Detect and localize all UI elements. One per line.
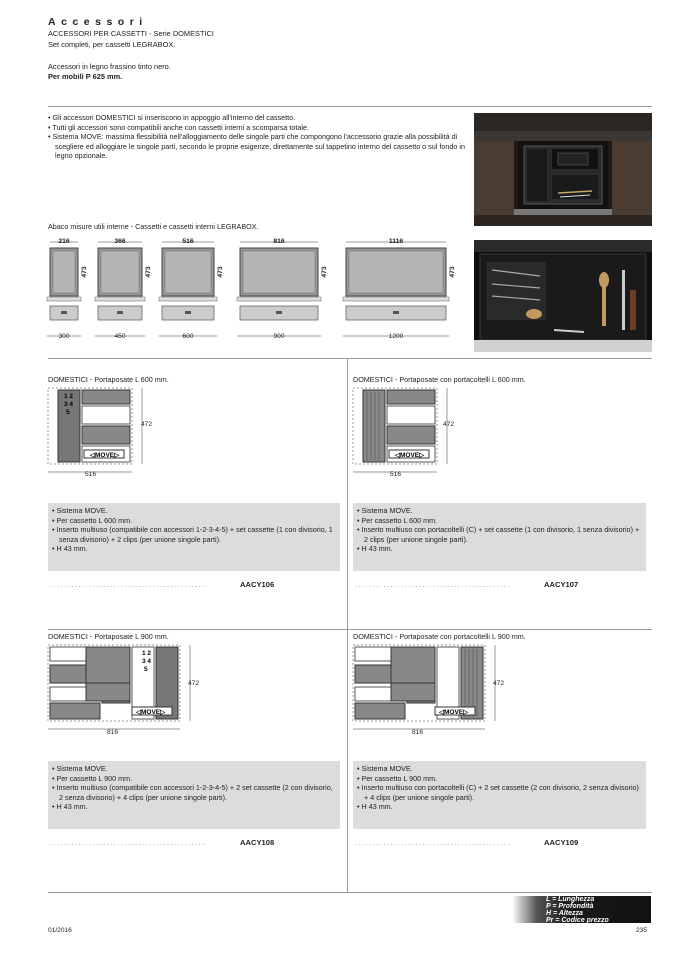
- abbreviation-legend: [512, 896, 651, 923]
- footer-date: 01/2016: [48, 927, 72, 934]
- page-number: 235: [636, 927, 648, 934]
- move-logo: ◁MOVE▷: [90, 452, 120, 459]
- product-code: AACY109: [544, 838, 579, 847]
- feature-bullet: • Sistema MOVE.: [52, 506, 108, 515]
- legend-item: Pr = Codice prezzo: [546, 917, 609, 924]
- abaco-base-label: 600: [182, 333, 194, 340]
- dimension-width: 816: [412, 729, 424, 736]
- feature-bullet: • Per cassetto L 900 mm.: [52, 773, 133, 783]
- abaco-width-label: 516: [182, 238, 194, 245]
- dimension-depth: 472: [188, 680, 200, 687]
- slot-label: 1 2: [142, 650, 152, 657]
- product-code: AACY107: [544, 580, 579, 589]
- feature-bullet: • H 43 mm.: [357, 544, 393, 554]
- product-title: DOMESTICI - Portaposate con portacoltelli L 600 mm.: [353, 375, 526, 384]
- product-diagram-aacy108: [46, 643, 216, 739]
- abaco-height-label: 473: [81, 266, 88, 278]
- series-description: Set completi, per cassetti LEGRABOX.: [48, 40, 176, 49]
- abaco-title: Abaco misure utili interne - Cassetti e cassetti interni LEGRABOX.: [48, 222, 259, 231]
- move-logo: ◁MOVE▷: [439, 709, 469, 716]
- dimension-width: 816: [107, 729, 119, 736]
- abaco-width-label: 816: [273, 238, 285, 245]
- product-code: AACY106: [240, 580, 275, 589]
- abaco-height-label: 473: [217, 266, 224, 278]
- feature-bullet: • Sistema MOVE.: [52, 764, 108, 773]
- section-divider: [48, 358, 652, 359]
- product-title: DOMESTICI - Portaposate con portacoltelli L 900 mm.: [353, 632, 526, 641]
- leader-dots: ............................................: [50, 840, 206, 847]
- feature-bullet: • H 43 mm.: [52, 544, 88, 554]
- slot-label: 5: [66, 409, 70, 416]
- feature-bullet: • Inserto multiuso con portacoltelli (C) + 2 set cassette (2 con divisorio, 2 senza divisorio) + 4 clips (per unione singole parti).: [357, 783, 639, 802]
- bottom-divider: [48, 892, 652, 893]
- dimension-depth: 472: [443, 421, 455, 428]
- feature-bullet: • Per cassetto L 900 mm.: [357, 773, 438, 783]
- intro-bullets: [48, 113, 468, 161]
- product-features-box: [48, 503, 340, 571]
- intro-bullet: • Gli accessori DOMESTICI si inseriscono in appoggio all'interno del cassetto.: [48, 113, 296, 122]
- depth-note: Per mobili P 625 mm.: [48, 72, 123, 81]
- legend-item: P = Profondità: [546, 903, 594, 910]
- drawer-photo-cutlery: [474, 240, 652, 352]
- feature-bullet: • Sistema MOVE.: [357, 506, 413, 515]
- product-diagram-aacy109: [351, 643, 521, 739]
- abaco-base-label: 1200: [388, 333, 404, 340]
- slot-label: 3 4: [142, 658, 152, 665]
- abaco-base-label: 300: [58, 333, 70, 340]
- slot-label: 5: [144, 666, 148, 673]
- slot-label: 3 4: [64, 401, 74, 408]
- drawer-photo-open: [474, 113, 652, 226]
- product-features-box: [353, 761, 646, 829]
- abaco-height-label: 473: [321, 266, 328, 278]
- abaco-width-label: 1116: [388, 238, 404, 245]
- product-diagram-aacy106: [46, 386, 166, 482]
- leader-dots: ............................................: [355, 840, 511, 847]
- product-code: AACY108: [240, 838, 275, 847]
- material-note: Accessori in legno frassino tinto nero.: [48, 62, 171, 71]
- abaco-base-label: 450: [114, 333, 126, 340]
- product-diagram-aacy107: [351, 386, 471, 482]
- dimension-depth: 472: [141, 421, 153, 428]
- feature-bullet: • H 43 mm.: [52, 802, 88, 812]
- move-logo: ◁MOVE▷: [136, 709, 166, 716]
- abaco-width-label: 216: [58, 238, 70, 245]
- product-features-box: [353, 503, 646, 571]
- feature-bullet: • Inserto multiuso (compatibile con accessori 1-2-3-4-5) + 2 set cassette (2 con divisorio, 2 senza divisorio) + 4 clips (per unione singole parti).: [52, 783, 333, 802]
- header-divider: [48, 106, 652, 107]
- legend-item: L = Lunghezza: [546, 896, 595, 903]
- feature-bullet: • Per cassetto L 600 mm.: [52, 515, 133, 525]
- move-logo: ◁MOVE▷: [395, 452, 425, 459]
- row-divider: [48, 629, 652, 630]
- abaco-width-label: 366: [114, 238, 126, 245]
- column-divider: [347, 358, 348, 892]
- product-title: DOMESTICI - Portaposate L 600 mm.: [48, 375, 169, 384]
- page-title: Accessori: [48, 16, 148, 28]
- series-subtitle: ACCESSORI PER CASSETTI - Serie DOMESTICI: [48, 29, 214, 38]
- leader-dots: ............................................: [355, 582, 511, 589]
- abaco-height-label: 473: [145, 266, 152, 278]
- dimension-width: 516: [390, 471, 402, 478]
- intro-bullet: • Tutti gli accessori sono compatibili anche con cassetti interni a scomparsa totale.: [48, 122, 309, 132]
- feature-bullet: • Inserto multiuso con portacoltelli (C) + set cassette (1 con divisorio, 1 senza divisorio) + 2 clips (per unione singole parti).: [357, 525, 640, 544]
- dimension-width: 516: [85, 471, 97, 478]
- feature-bullet: • Sistema MOVE.: [357, 764, 413, 773]
- leader-dots: ............................................: [50, 582, 206, 589]
- dimension-depth: 472: [493, 680, 505, 687]
- feature-bullet: • H 43 mm.: [357, 802, 393, 812]
- legend-item: H = Altezza: [546, 910, 583, 917]
- product-features-box: [48, 761, 340, 829]
- product-title: DOMESTICI - Portaposate L 900 mm.: [48, 632, 169, 641]
- abaco-height-label: 473: [449, 266, 456, 278]
- abaco-base-label: 900: [273, 333, 285, 340]
- intro-bullet: • Sistema MOVE: massima flessibilità nell'alloggiamento delle singole parti che compongono l'accessorio grazie alla possibilità di scegliere ed alloggiare le singole parti, secondo le proprie esigenze, direttamente sul tappetino interno del cassetto o sul fondo in legno opzionale.: [48, 132, 465, 161]
- feature-bullet: • Per cassetto L 600 mm.: [357, 515, 438, 525]
- feature-bullet: • Inserto multiuso (compatibile con accessori 1-2-3-4-5) + set cassette (1 con divisorio, 1 senza divisorio) + 2 clips (per unione singole parti).: [52, 525, 333, 544]
- abaco-diagram: [44, 234, 474, 344]
- slot-label: 1 2: [64, 393, 74, 400]
